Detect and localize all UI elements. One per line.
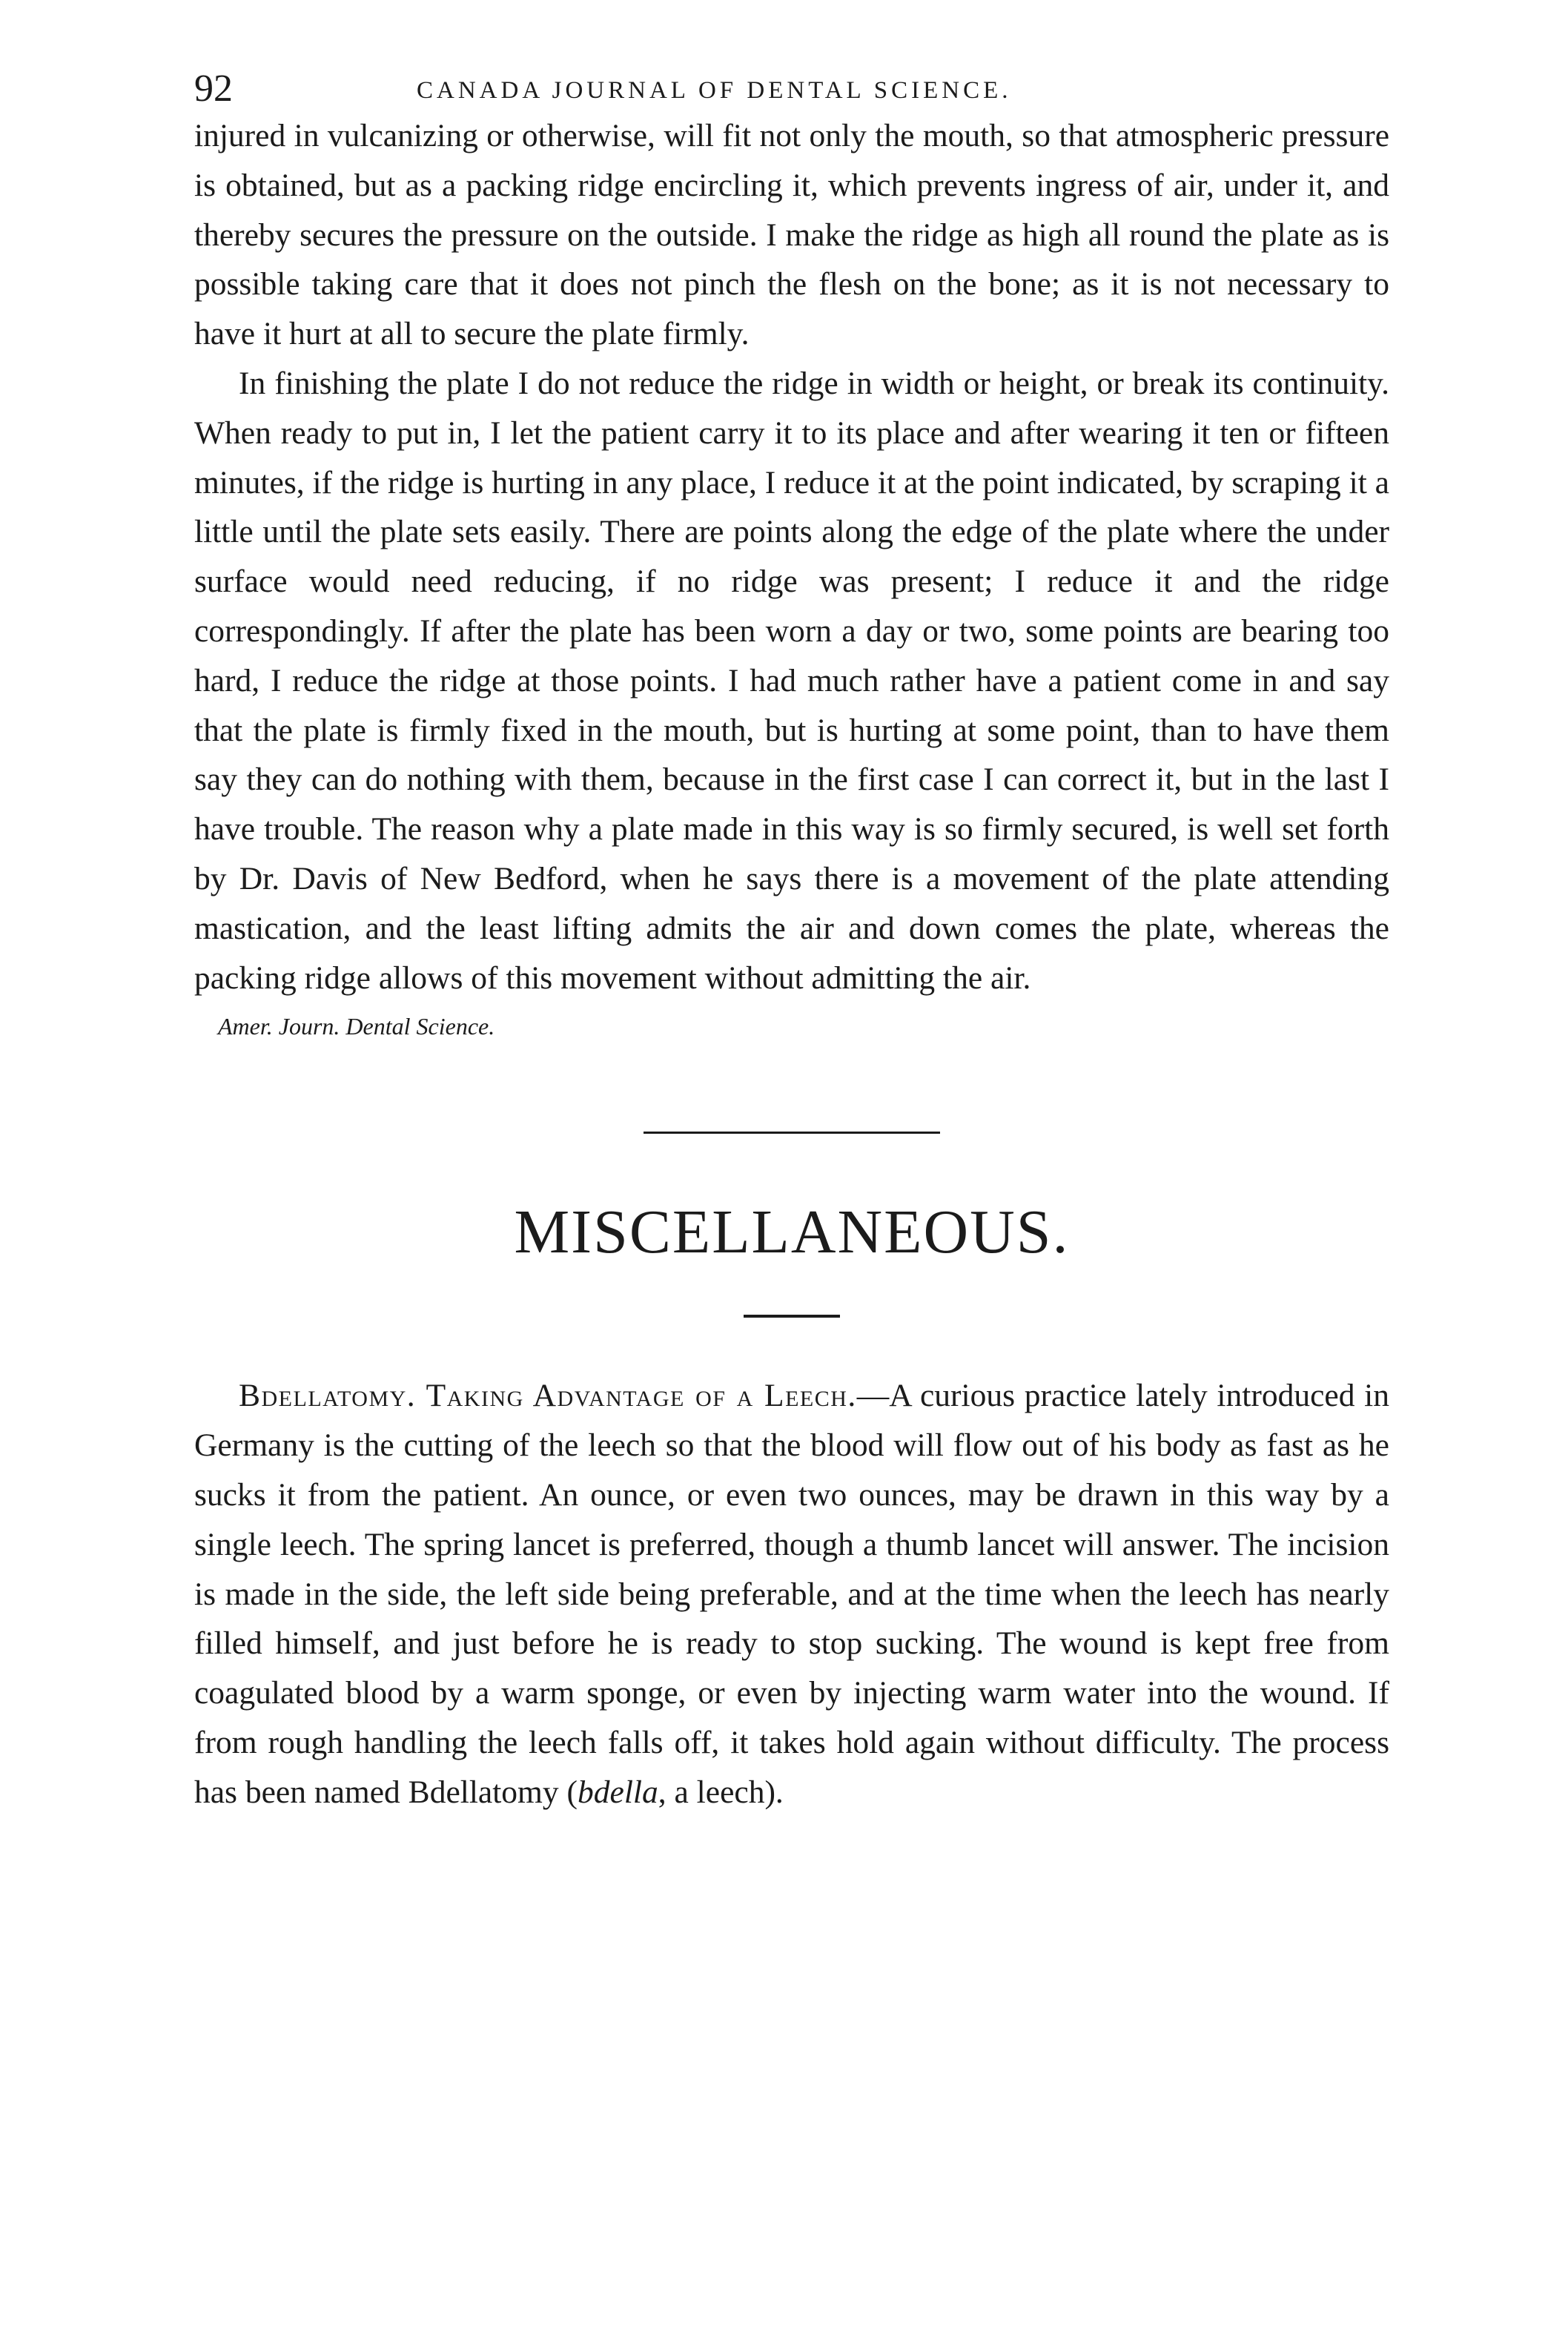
etymology-gloss: , a leech). bbox=[658, 1774, 784, 1810]
article-continuation bbox=[194, 111, 1389, 1048]
article-paragraph bbox=[194, 1371, 1389, 1817]
paragraph: In finishing the plate I do not reduce the ridge in width or height, or break its continuity. When ready to put in, I let the patient carry it to its place and after wearing it ten or fifteen minutes, if the ridge is hurting in any place, I reduce it at the point indicated, by scraping it a little until the plate sets easily. There are points along the edge of the plate where the under surface would need reducing, if no ridge was present; I reduce it and the ridge correspondingly. If after the plate has been worn a day or two, some points are bearing too hard, I reduce the ridge at those points. I had much rather have a patient come in and say that the plate is firmly fixed in the mouth, but is hurting at some point, than to have them say they can do nothing with them, because in the first case I can correct it, but in the last I have trouble. The reason why a plate made in this way is so firmly secured, is well set forth by Dr. Davis of New Bedford, when he says there is a movement of the plate attending mastication, and the least lifting admits the air and down comes the plate, whereas the packing ridge allows of this movement without admitting the air. bbox=[194, 365, 1389, 996]
etymology-word: bdella bbox=[578, 1774, 658, 1810]
page bbox=[194, 67, 1389, 2291]
running-head bbox=[194, 67, 1389, 111]
paragraph: injured in vulcanizing or otherwise, will fit not only the mouth, so that atmospheric pressure is obtained, but as a packing ridge encircling it, which prevents ingress of air, under it, and thereby secures the pressure on the outside. I make the ridge as high all round the plate as is possible taking care that it does not pinch the flesh on the bone; as it is not necessary to have it hurt at all to secure the plate firmly. bbox=[194, 118, 1389, 352]
source-citation: Amer. Journ. Dental Science. bbox=[218, 1013, 495, 1040]
article-lead: Bdellatomy. Taking Advantage of a Leech. bbox=[239, 1378, 857, 1414]
page-number: 92 bbox=[194, 67, 233, 110]
title-rule bbox=[744, 1315, 840, 1318]
journal-title: CANADA JOURNAL OF DENTAL SCIENCE. bbox=[417, 77, 1012, 104]
section-divider bbox=[644, 1132, 940, 1134]
article-body: —A curious practice lately introduced in Germany is the cutting of the leech so that the blood will flow out of his body as fast as he sucks it from the patient. An ounce, or even two ounces, may be drawn in this way by a single leech. The spring lancet is preferred, though a thumb lancet will answer. The incision is made in the side, the left side being preferable, and at the time when the leech has nearly filled himself, and just before he is ready to stop sucking. The wound is kept free from coagulated blood by a warm sponge, or even by injecting warm water into the wound. If from rough handling the leech falls off, it takes hold again without difficulty. The process has been named Bdellatomy ( bbox=[194, 1378, 1389, 1810]
section-title: MISCELLANEOUS. bbox=[514, 1198, 1070, 1267]
article-bdellatomy bbox=[194, 1371, 1389, 1817]
